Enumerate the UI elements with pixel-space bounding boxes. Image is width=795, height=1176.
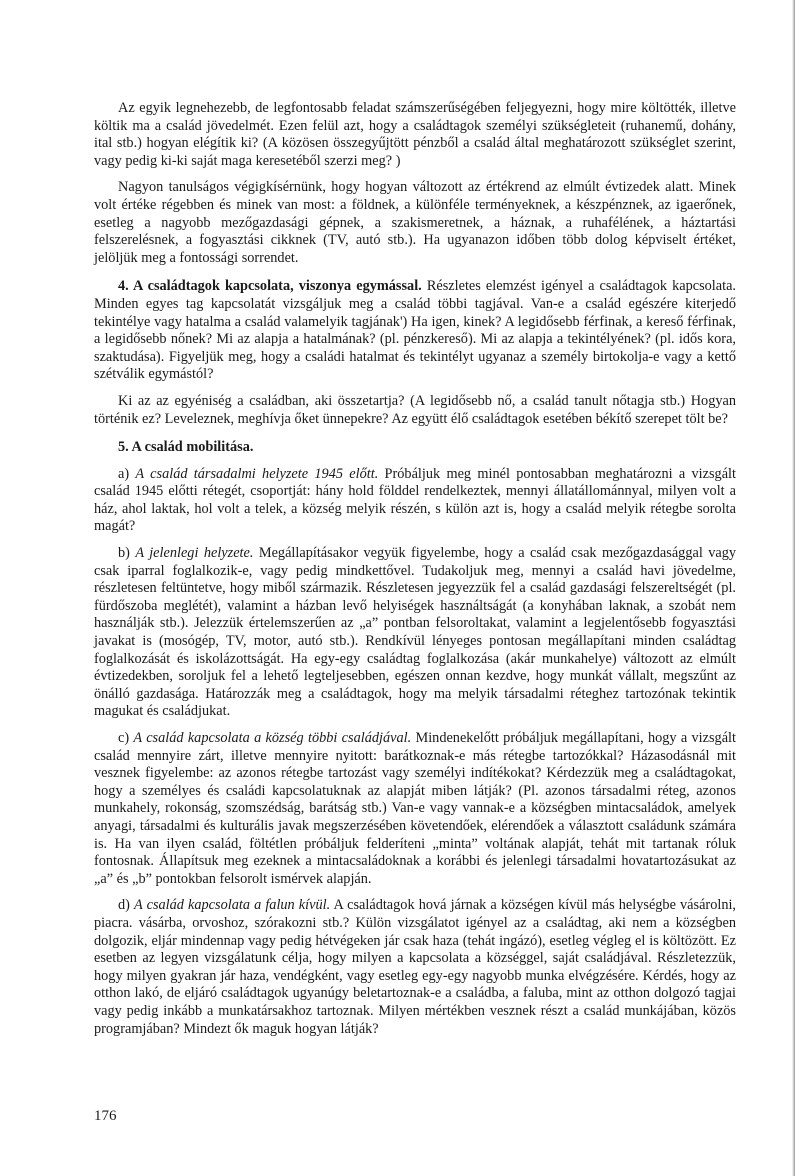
- subsection-b-title: A jelenlegi helyzete.: [135, 545, 254, 562]
- subsection-a: [94, 466, 736, 536]
- subsection-d-label: d): [118, 897, 130, 914]
- subsection-a-label: a): [118, 465, 130, 482]
- subsection-b-text: Megállapításakor vegyük figyelembe, hogy a család csak mezőgazdasággal vagy csak iparral foglalkozik-e, vagy pedig mindkettővel. Tudakoljuk meg, mennyi a család havi jövedelme, részletesen feltüntetve, hogy miből származik. Részletesen jegyezzük fel a család gazdasági felszereltségét (pl. fürdőszoba meglétét), valamint a házban levő helyiségek használtságát (a konyhában laknak, a szobát nem használják stb.). Jelezzük értelemszerűen az „a” pontban felsoroltakat, valamint a legjelentősebb fogyasztási javakat is (mosógép, TV, motor, autó stb.). Rendkívül lényeges pontosan megállapítani minden családtag foglalkozását és iskolázottságát. Ha egy-egy családtag foglalkozása (akár munkahelye) változott az elmúlt évtizedekben, soroljuk fel a lehető legteljesebben, egészen onnan kezdve, hogy munkát vállalt, megszűnt az önálló gazdasága. Határozzák meg a családtagok, hogy ma melyik társadalmi réteghez tartozónak tekintik magukat és családjukat.: [94, 545, 736, 720]
- subsection-c-title: A család kapcsolata a község többi családjával.: [133, 730, 412, 746]
- subsection-c: [94, 730, 736, 888]
- section-4-text: Részletes elemzést igényel a családtagok kapcsolata. Minden egyes tag kapcsolatát vizsgáljuk meg a család többi tagjával. Van-e a család egészére kiterjedő tekintélye vagy hatalma a család valamelyik tagjának') Ha igen, kinek? A legidősebb férfinak, a kereső férfinak, a legidősebb nőnek? Mi az alapja a hatalmának? (pl. pénzkereső). Mi az alapja a tekintélyének? (pl. idős kora, szaktudása). Figyeljük meg, hogy a családi hatalmat és tekintélyt ugyanaz a személy birtokolja-e vagy a kettő szétválik egymástól?: [94, 278, 736, 383]
- subsection-c-label: c): [118, 730, 130, 746]
- page-number: 176: [94, 1108, 117, 1124]
- subsection-c-text: Mindenekelőtt próbáljuk megállapítani, hogy a vizsgált család mennyire zárt, illetve mennyire nyitott: barátkoznak-e más rétegbe tartozókkal? Házasodásnál mit vesznek figyelembe: az azonos rétegbe tartozást vagy személyi indítékokat? Kérdezzük meg a családtagokat, hogy a személyes és családi kapcsolatuknak az alapját miben látják? (Pl. azonos társadalmi réteg, azonos munkahely, rokonság, szomszédság, barátság stb.) Van-e vagy vannak-e a községben mintacsaládok, amelyek anyagi, társadalmi és kulturális javak megszerzésében követendőek, elérendőek a választott családunk számára is. Ha van ilyen család, föltétlen próbáljuk felderíteni „minta” voltának alapját, tehát mit tartanak róluk fontosnak. Állapítsuk meg ezeknek a mintacsaládoknak a korábbi és jelenlegi társadalmi hovatartozásukat az „a” és „b” pontokban felsorolt ismérvek alapján.: [94, 730, 736, 887]
- paragraph-value-system: Nagyon tanulságos végigkísérnünk, hogy hogyan változott az értékrend az elmúlt évtizedek alatt. Minek volt értéke régebben és minek van most: a földnek, a különféle terményeknek, a készpénznek, az igaerőnek, esetleg a nagyobb mezőgazdasági gépnek, a szakismeretnek, a háznak, a ruhafélének, a háztartási felszerelésnek, a fogyasztási cikknek (TV, autó stb.). Ha ugyanazon időben több dolog képviselt értéket, jelöljük meg a fontossági sorrendet.: [94, 179, 736, 266]
- subsection-d-text: A családtagok hová járnak a községen kívül más helységbe vásárolni, piacra. vásárba, orvoshoz, szórakozni stb.? Külön vizsgálatot igényel az a családtag, aki nem a községben dolgozik, eljár mindennap vagy pedig hétvégeken jár csak haza (tehát ingázó), esetleg végleg el is költözött. Ez esetben az legyen vizsgálatunk célja, hogy milyen a kapcsolata a községgel, saját családjával. Részletezzük, hogy milyen gyakran jár haza, vendégként, vagy esetleg egy-egy nagyobb munka elvégzésére. Kérdés, hogy az otthon lakó, de eljáró családtagok ugyanúgy beletartoznak-e a családba, a faluba, mint az otthon dolgozó tagjai vagy pedig inkább a munkatársakhoz tartoznak. Milyen mértékben vesznek részt a család munkájában, közös programjában? Mindezt ők maguk hogyan látják?: [94, 897, 737, 1037]
- section-5-title: [94, 439, 736, 457]
- section-4: [94, 278, 736, 384]
- paragraph-cohesion: Ki az az egyéniség a családban, aki összetartja? (A legidősebb nő, a család tanult nőtagja stb.) Hogyan történik ez? Leveleznek, meghívja őket ünnepekre? Az együtt élő családtagok esetében békítő szerepet tölt be?: [94, 392, 736, 427]
- subsection-d-title: A család kapcsolata a falun kívül.: [134, 897, 331, 914]
- section-4-title: 4. A családtagok kapcsolata, viszonya egymással.: [118, 278, 422, 295]
- subsection-d: [94, 897, 736, 1038]
- subsection-a-title: A család társadalmi helyzete 1945 előtt.: [135, 465, 379, 482]
- subsection-b: [94, 545, 736, 721]
- document-page: [94, 100, 736, 1038]
- subsection-a-text: Próbáljuk meg minél pontosabban meghatározni a vizsgált család 1945 előtti rétegét, csoportját: hány hold földdel rendelkeztek, mennyi állatállománnyal, milyen volt a ház, ahol laktak, hol volt a telek, a község melyik részén, s külön azt is, hogy a család melyik rétegbe sorolta magát?: [94, 465, 736, 535]
- subsection-b-label: b): [118, 545, 130, 562]
- section-5-title-text: 5. A család mobilitása.: [118, 439, 254, 456]
- paragraph-income: Az egyik legnehezebb, de legfontosabb feladat számszerűségében feljegyezni, hogy mire költötték, illetve költik ma a család jövedelmét. Ezen felül azt, hogy a családtagok személyi szükségleteit (ruhanemű, dohány, ital stb.) hogyan elégítik ki? (A közösen összegyűjtött pénzből a család által meghatározott szükséglet szerint, vagy pedig ki-ki saját maga keresetéből szerzi meg? ): [94, 100, 736, 169]
